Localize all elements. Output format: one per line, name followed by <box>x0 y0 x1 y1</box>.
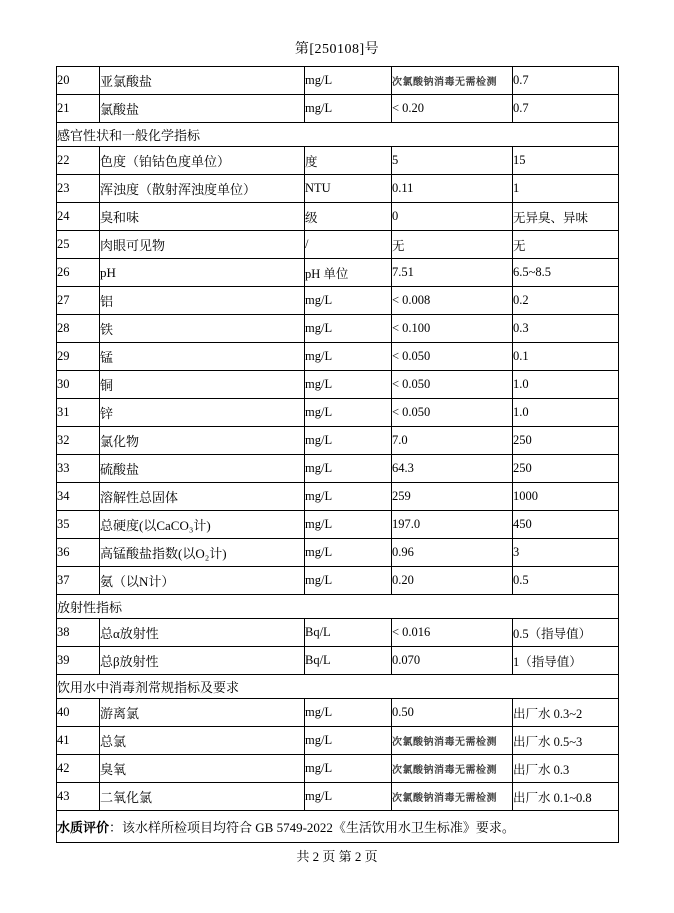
limit-value: 6.5~8.5 <box>513 259 619 287</box>
limit-value: 450 <box>513 511 619 539</box>
measured-value: 64.3 <box>392 455 513 483</box>
row-no: 25 <box>57 231 100 259</box>
unit: 级 <box>305 203 392 231</box>
measured-value: < 0.050 <box>392 399 513 427</box>
table-row <box>57 399 619 427</box>
table-row <box>57 727 619 755</box>
item-name: 二氧化氯 <box>100 783 305 811</box>
unit: mg/L <box>305 399 392 427</box>
limit-value: 250 <box>513 455 619 483</box>
row-no: 42 <box>57 755 100 783</box>
measured-value: 197.0 <box>392 511 513 539</box>
table-row <box>57 511 619 539</box>
section-header-row <box>57 675 619 699</box>
table-row <box>57 483 619 511</box>
row-no: 41 <box>57 727 100 755</box>
row-no: 30 <box>57 371 100 399</box>
item-name: 浑浊度（散射浑浊度单位） <box>100 175 305 203</box>
measured-value: 无 <box>392 231 513 259</box>
limit-value: 出厂水 0.5~3 <box>513 727 619 755</box>
table-row <box>57 95 619 123</box>
measured-value: 7.0 <box>392 427 513 455</box>
table-row <box>57 755 619 783</box>
measured-value: 0.11 <box>392 175 513 203</box>
section-title: 饮用水中消毒剂常规指标及要求 <box>57 675 619 699</box>
limit-value: 0.5 <box>513 567 619 595</box>
item-name: 高锰酸盐指数(以O₂计) <box>100 539 305 567</box>
doc-number: 第[250108]号 <box>294 42 380 57</box>
item-name: 氯化物 <box>100 427 305 455</box>
table-row <box>57 287 619 315</box>
table-row <box>57 147 619 175</box>
limit-value: 0.7 <box>513 95 619 123</box>
row-no: 31 <box>57 399 100 427</box>
item-name: 总氯 <box>100 727 305 755</box>
limit-value: 0.7 <box>513 67 619 95</box>
water-quality-table <box>56 66 619 843</box>
item-name: 硫酸盐 <box>100 455 305 483</box>
row-no: 36 <box>57 539 100 567</box>
item-name: 铁 <box>100 315 305 343</box>
item-name: 肉眼可见物 <box>100 231 305 259</box>
item-name: 总α放射性 <box>100 619 305 647</box>
table-row <box>57 699 619 727</box>
item-name: 臭和味 <box>100 203 305 231</box>
unit: mg/L <box>305 287 392 315</box>
unit: mg/L <box>305 783 392 811</box>
limit-value: 0.5（指导值） <box>513 619 619 647</box>
table-row <box>57 647 619 675</box>
table-row <box>57 427 619 455</box>
unit: Bq/L <box>305 647 392 675</box>
limit-value: 1.0 <box>513 399 619 427</box>
section-header-row <box>57 123 619 147</box>
unit: mg/L <box>305 699 392 727</box>
item-name: 氯酸盐 <box>100 95 305 123</box>
unit: mg/L <box>305 371 392 399</box>
item-name: 游离氯 <box>100 699 305 727</box>
limit-value: 1 <box>513 175 619 203</box>
table-rows <box>57 67 619 811</box>
table-row <box>57 175 619 203</box>
table-row <box>57 539 619 567</box>
measured-value: 次氯酸钠消毒无需检测 <box>392 755 513 783</box>
measured-value: < 0.008 <box>392 287 513 315</box>
unit: mg/L <box>305 343 392 371</box>
row-no: 23 <box>57 175 100 203</box>
evaluation-text: ：该水样所检项目均符合 GB 5749-2022《生活饮用水卫生标准》要求。 <box>109 820 515 835</box>
row-no: 32 <box>57 427 100 455</box>
measured-value: 0.96 <box>392 539 513 567</box>
measured-value: < 0.100 <box>392 315 513 343</box>
row-no: 22 <box>57 147 100 175</box>
row-no: 28 <box>57 315 100 343</box>
section-title: 放射性指标 <box>57 595 619 619</box>
measured-value: < 0.050 <box>392 371 513 399</box>
item-name: pH <box>100 259 305 287</box>
limit-value: 1（指导值） <box>513 647 619 675</box>
table-row <box>57 455 619 483</box>
limit-value: 无 <box>513 231 619 259</box>
row-no: 39 <box>57 647 100 675</box>
table-row <box>57 259 619 287</box>
limit-value: 250 <box>513 427 619 455</box>
measured-value: 0.070 <box>392 647 513 675</box>
table-row <box>57 203 619 231</box>
unit: mg/L <box>305 567 392 595</box>
item-name: 亚氯酸盐 <box>100 67 305 95</box>
table-row <box>57 619 619 647</box>
unit: mg/L <box>305 483 392 511</box>
measured-value: < 0.016 <box>392 619 513 647</box>
row-no: 43 <box>57 783 100 811</box>
page-number-footer: 共 2 页 第 2 页 <box>296 849 378 864</box>
limit-value: 0.3 <box>513 315 619 343</box>
measured-value: 0.50 <box>392 699 513 727</box>
row-no: 24 <box>57 203 100 231</box>
table-row <box>57 371 619 399</box>
unit: mg/L <box>305 727 392 755</box>
item-name: 锌 <box>100 399 305 427</box>
row-no: 26 <box>57 259 100 287</box>
row-no: 40 <box>57 699 100 727</box>
unit: mg/L <box>305 67 392 95</box>
limit-value: 0.1 <box>513 343 619 371</box>
measured-value: 5 <box>392 147 513 175</box>
table-row <box>57 67 619 95</box>
table-row <box>57 783 619 811</box>
limit-value: 15 <box>513 147 619 175</box>
limit-value: 1000 <box>513 483 619 511</box>
item-name: 溶解性总固体 <box>100 483 305 511</box>
unit: pH 单位 <box>305 259 392 287</box>
row-no: 34 <box>57 483 100 511</box>
measured-value: 259 <box>392 483 513 511</box>
evaluation-row <box>57 811 619 843</box>
item-name: 铜 <box>100 371 305 399</box>
unit: mg/L <box>305 455 392 483</box>
unit: mg/L <box>305 539 392 567</box>
table-row <box>57 315 619 343</box>
item-name: 色度（铂钴色度单位） <box>100 147 305 175</box>
measured-value: 0.20 <box>392 567 513 595</box>
measured-value: 次氯酸钠消毒无需检测 <box>392 783 513 811</box>
item-name: 总硬度(以CaCO₃计) <box>100 511 305 539</box>
measured-value: 次氯酸钠消毒无需检测 <box>392 727 513 755</box>
row-no: 37 <box>57 567 100 595</box>
evaluation-label: 水质评价 <box>57 820 110 835</box>
measured-value: < 0.20 <box>392 95 513 123</box>
unit: mg/L <box>305 755 392 783</box>
section-header-row <box>57 595 619 619</box>
table-row <box>57 567 619 595</box>
measured-value: 次氯酸钠消毒无需检测 <box>392 67 513 95</box>
table-row <box>57 231 619 259</box>
row-no: 21 <box>57 95 100 123</box>
measured-value: < 0.050 <box>392 343 513 371</box>
row-no: 33 <box>57 455 100 483</box>
row-no: 27 <box>57 287 100 315</box>
limit-value: 出厂水 0.1~0.8 <box>513 783 619 811</box>
limit-value: 3 <box>513 539 619 567</box>
item-name: 总β放射性 <box>100 647 305 675</box>
table-row <box>57 343 619 371</box>
measured-value: 7.51 <box>392 259 513 287</box>
unit: 度 <box>305 147 392 175</box>
evaluation-cell <box>57 811 619 843</box>
section-title: 感官性状和一般化学指标 <box>57 123 619 147</box>
unit: Bq/L <box>305 619 392 647</box>
item-name: 锰 <box>100 343 305 371</box>
row-no: 20 <box>57 67 100 95</box>
limit-value: 1.0 <box>513 371 619 399</box>
item-name: 臭氧 <box>100 755 305 783</box>
row-no: 29 <box>57 343 100 371</box>
limit-value: 0.2 <box>513 287 619 315</box>
item-name: 氨（以N计） <box>100 567 305 595</box>
item-name: 铝 <box>100 287 305 315</box>
unit: mg/L <box>305 315 392 343</box>
row-no: 35 <box>57 511 100 539</box>
unit: mg/L <box>305 511 392 539</box>
unit: NTU <box>305 175 392 203</box>
measured-value: 0 <box>392 203 513 231</box>
unit: mg/L <box>305 95 392 123</box>
limit-value: 出厂水 0.3~2 <box>513 699 619 727</box>
limit-value: 无异臭、异味 <box>513 203 619 231</box>
row-no: 38 <box>57 619 100 647</box>
unit: / <box>305 231 392 259</box>
unit: mg/L <box>305 427 392 455</box>
limit-value: 出厂水 0.3 <box>513 755 619 783</box>
